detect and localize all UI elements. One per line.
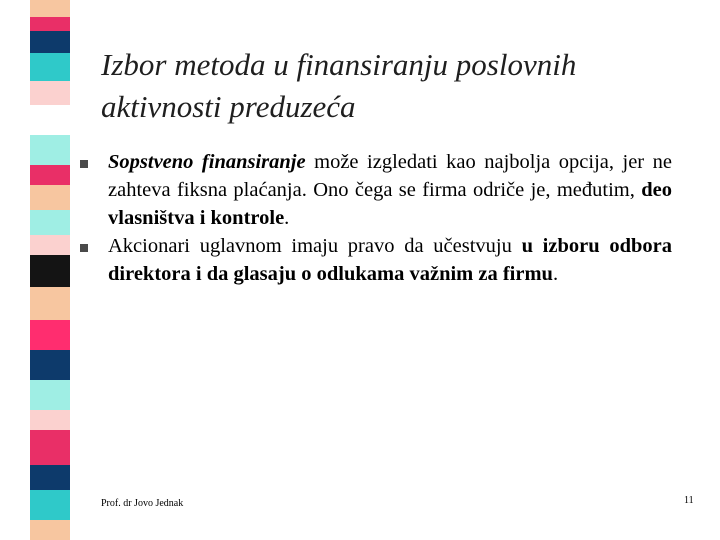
- slide-title: [101, 44, 701, 128]
- slide-title-line: aktivnosti preduzeća: [101, 89, 356, 124]
- stripe-segment: [30, 287, 70, 320]
- stripe-segment: [30, 430, 70, 465]
- stripe-segment: [30, 380, 70, 410]
- bullet-text-segment: Akcionari uglavnom imaju pravo da učestvuju: [108, 235, 522, 257]
- bullet-emphasis: deo vlasništva i kontrole: [108, 179, 672, 229]
- square-bullet-icon: [80, 244, 88, 252]
- decorative-stripe-bar: [30, 0, 70, 540]
- stripe-segment: [30, 0, 70, 17]
- stripe-segment: [30, 255, 70, 287]
- stripe-segment: [30, 490, 70, 520]
- square-bullet-icon: [80, 160, 88, 168]
- stripe-segment: [30, 520, 70, 540]
- stripe-segment: [30, 210, 70, 235]
- page-number: 11: [684, 495, 694, 506]
- stripe-segment: [30, 105, 70, 135]
- stripe-segment: [30, 350, 70, 380]
- stripe-segment: [30, 235, 70, 255]
- slide-title-line: Izbor metoda u finansiranju poslovnih: [101, 47, 577, 82]
- bullet-text: [108, 148, 672, 232]
- stripe-segment: [30, 17, 70, 31]
- stripe-segment: [30, 410, 70, 430]
- stripe-segment: [30, 135, 70, 165]
- bullet-text-segment: može izgledati kao najbolja opcija, jer ne zahteva fiksna plaćanja. Ono čega se firma odriče je, međutim,: [108, 151, 672, 201]
- bullet-text-segment: .: [284, 207, 290, 229]
- stripe-segment: [30, 320, 70, 350]
- footer-author: Prof. dr Jovo Jednak: [101, 498, 184, 509]
- stripe-segment: [30, 53, 70, 81]
- stripe-segment: [30, 31, 70, 53]
- bullet-item: [80, 148, 672, 232]
- bullet-emphasis: Sopstveno finansiranje: [108, 151, 306, 173]
- bullet-item: [80, 232, 672, 288]
- stripe-segment: [30, 185, 70, 210]
- stripe-segment: [30, 81, 70, 105]
- bullet-list: [80, 148, 672, 288]
- stripe-segment: [30, 165, 70, 185]
- stripe-segment: [30, 465, 70, 490]
- bullet-text: [108, 232, 672, 288]
- bullet-text-segment: .: [552, 263, 559, 285]
- bullet-emphasis: u izboru odbora direktora i da glasaju o odlukama važnim za firmu: [108, 235, 672, 285]
